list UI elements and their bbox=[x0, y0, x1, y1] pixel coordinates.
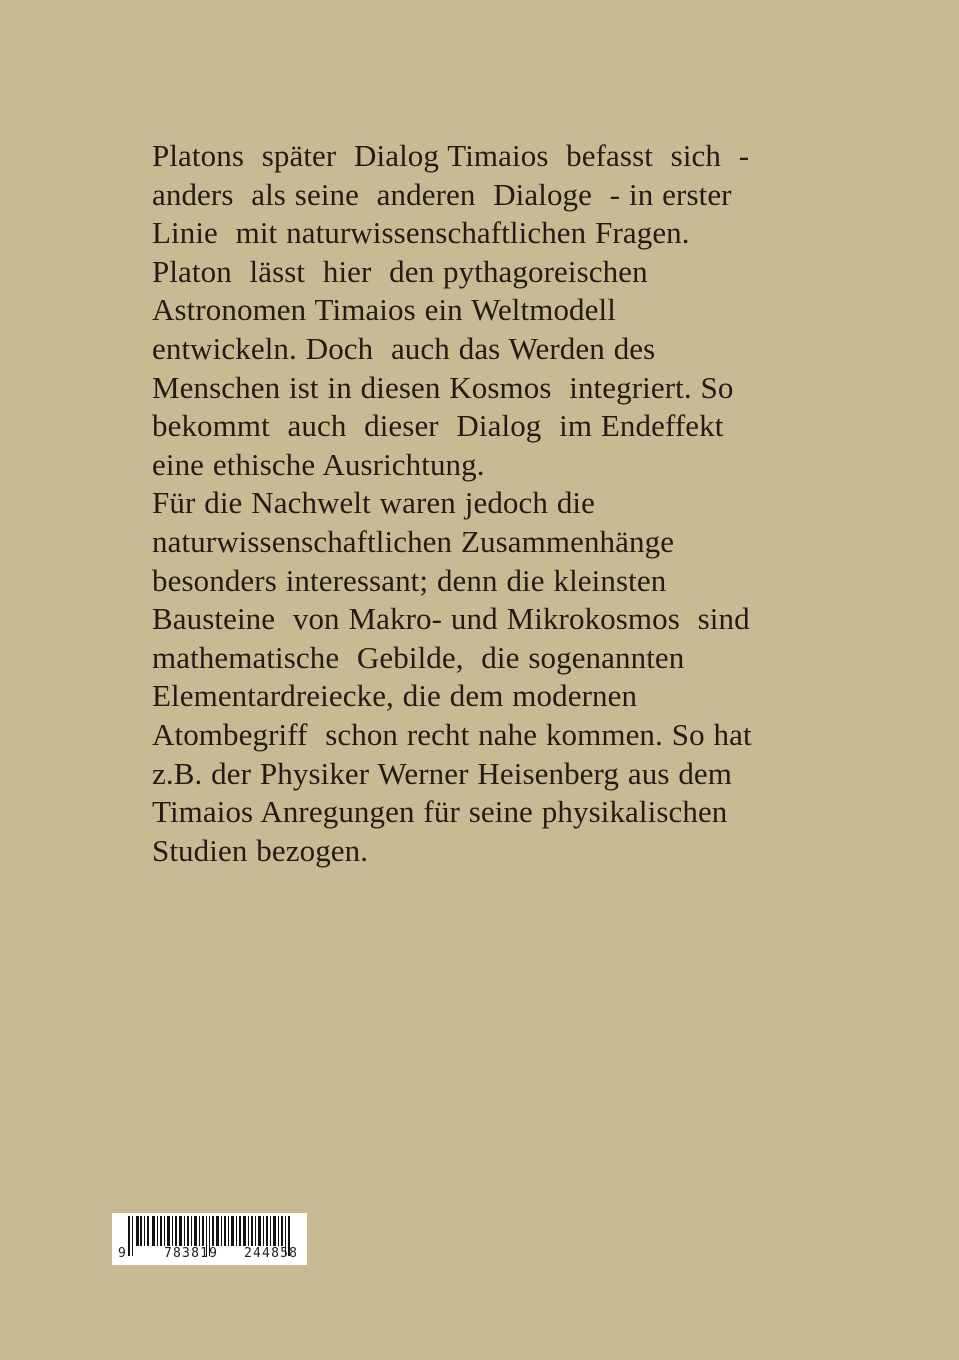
barcode-digits-left: 783819 bbox=[164, 1246, 219, 1261]
blurb-line: Elementardreiecke, die dem modernen bbox=[152, 678, 638, 714]
blurb-line: Für die Nachwelt waren jedoch die bbox=[152, 485, 595, 521]
barcode-digit-first: 9 bbox=[118, 1246, 128, 1261]
blurb-line: Platon lässt hier den pythagoreischen bbox=[152, 253, 648, 289]
blurb-line: Atombegriff schon recht nahe kommen. So hat bbox=[152, 716, 752, 752]
blurb-line: mathematische Gebilde, die sogenannten bbox=[152, 639, 685, 675]
blurb-line: Astronomen Timaios ein Weltmodell bbox=[152, 292, 616, 328]
blurb-line: Menschen ist in diesen Kosmos integriert. So bbox=[152, 369, 734, 405]
blurb-line: entwickeln. Doch auch das Werden des bbox=[152, 330, 656, 366]
blurb-line: bekommt auch dieser Dialog im Endeffekt bbox=[152, 408, 724, 444]
isbn-barcode bbox=[112, 1213, 307, 1265]
blurb-line: Linie mit naturwissenschaftlichen Fragen. bbox=[152, 215, 690, 251]
blurb-line: Bausteine von Makro- und Mikrokosmos sind bbox=[152, 601, 750, 637]
blurb-line: Studien bezogen. bbox=[152, 832, 369, 868]
blurb-line: Platons später Dialog Timaios befasst sich - bbox=[152, 138, 750, 173]
barcode-digits-right: 244858 bbox=[244, 1246, 299, 1261]
blurb-line: anders als seine anderen Dialoge - in erster bbox=[152, 176, 732, 212]
blurb-line: besonders interessant; denn die kleinsten bbox=[152, 562, 667, 598]
blurb-line: eine ethische Ausrichtung. bbox=[152, 446, 485, 482]
blurb-line: Timaios Anregungen für seine physikalischen bbox=[152, 794, 728, 830]
blurb-line: naturwissenschaftlichen Zusammenhänge bbox=[152, 523, 675, 559]
blurb-line: z.B. der Physiker Werner Heisenberg aus dem bbox=[152, 755, 733, 791]
back-cover-blurb bbox=[152, 137, 852, 870]
